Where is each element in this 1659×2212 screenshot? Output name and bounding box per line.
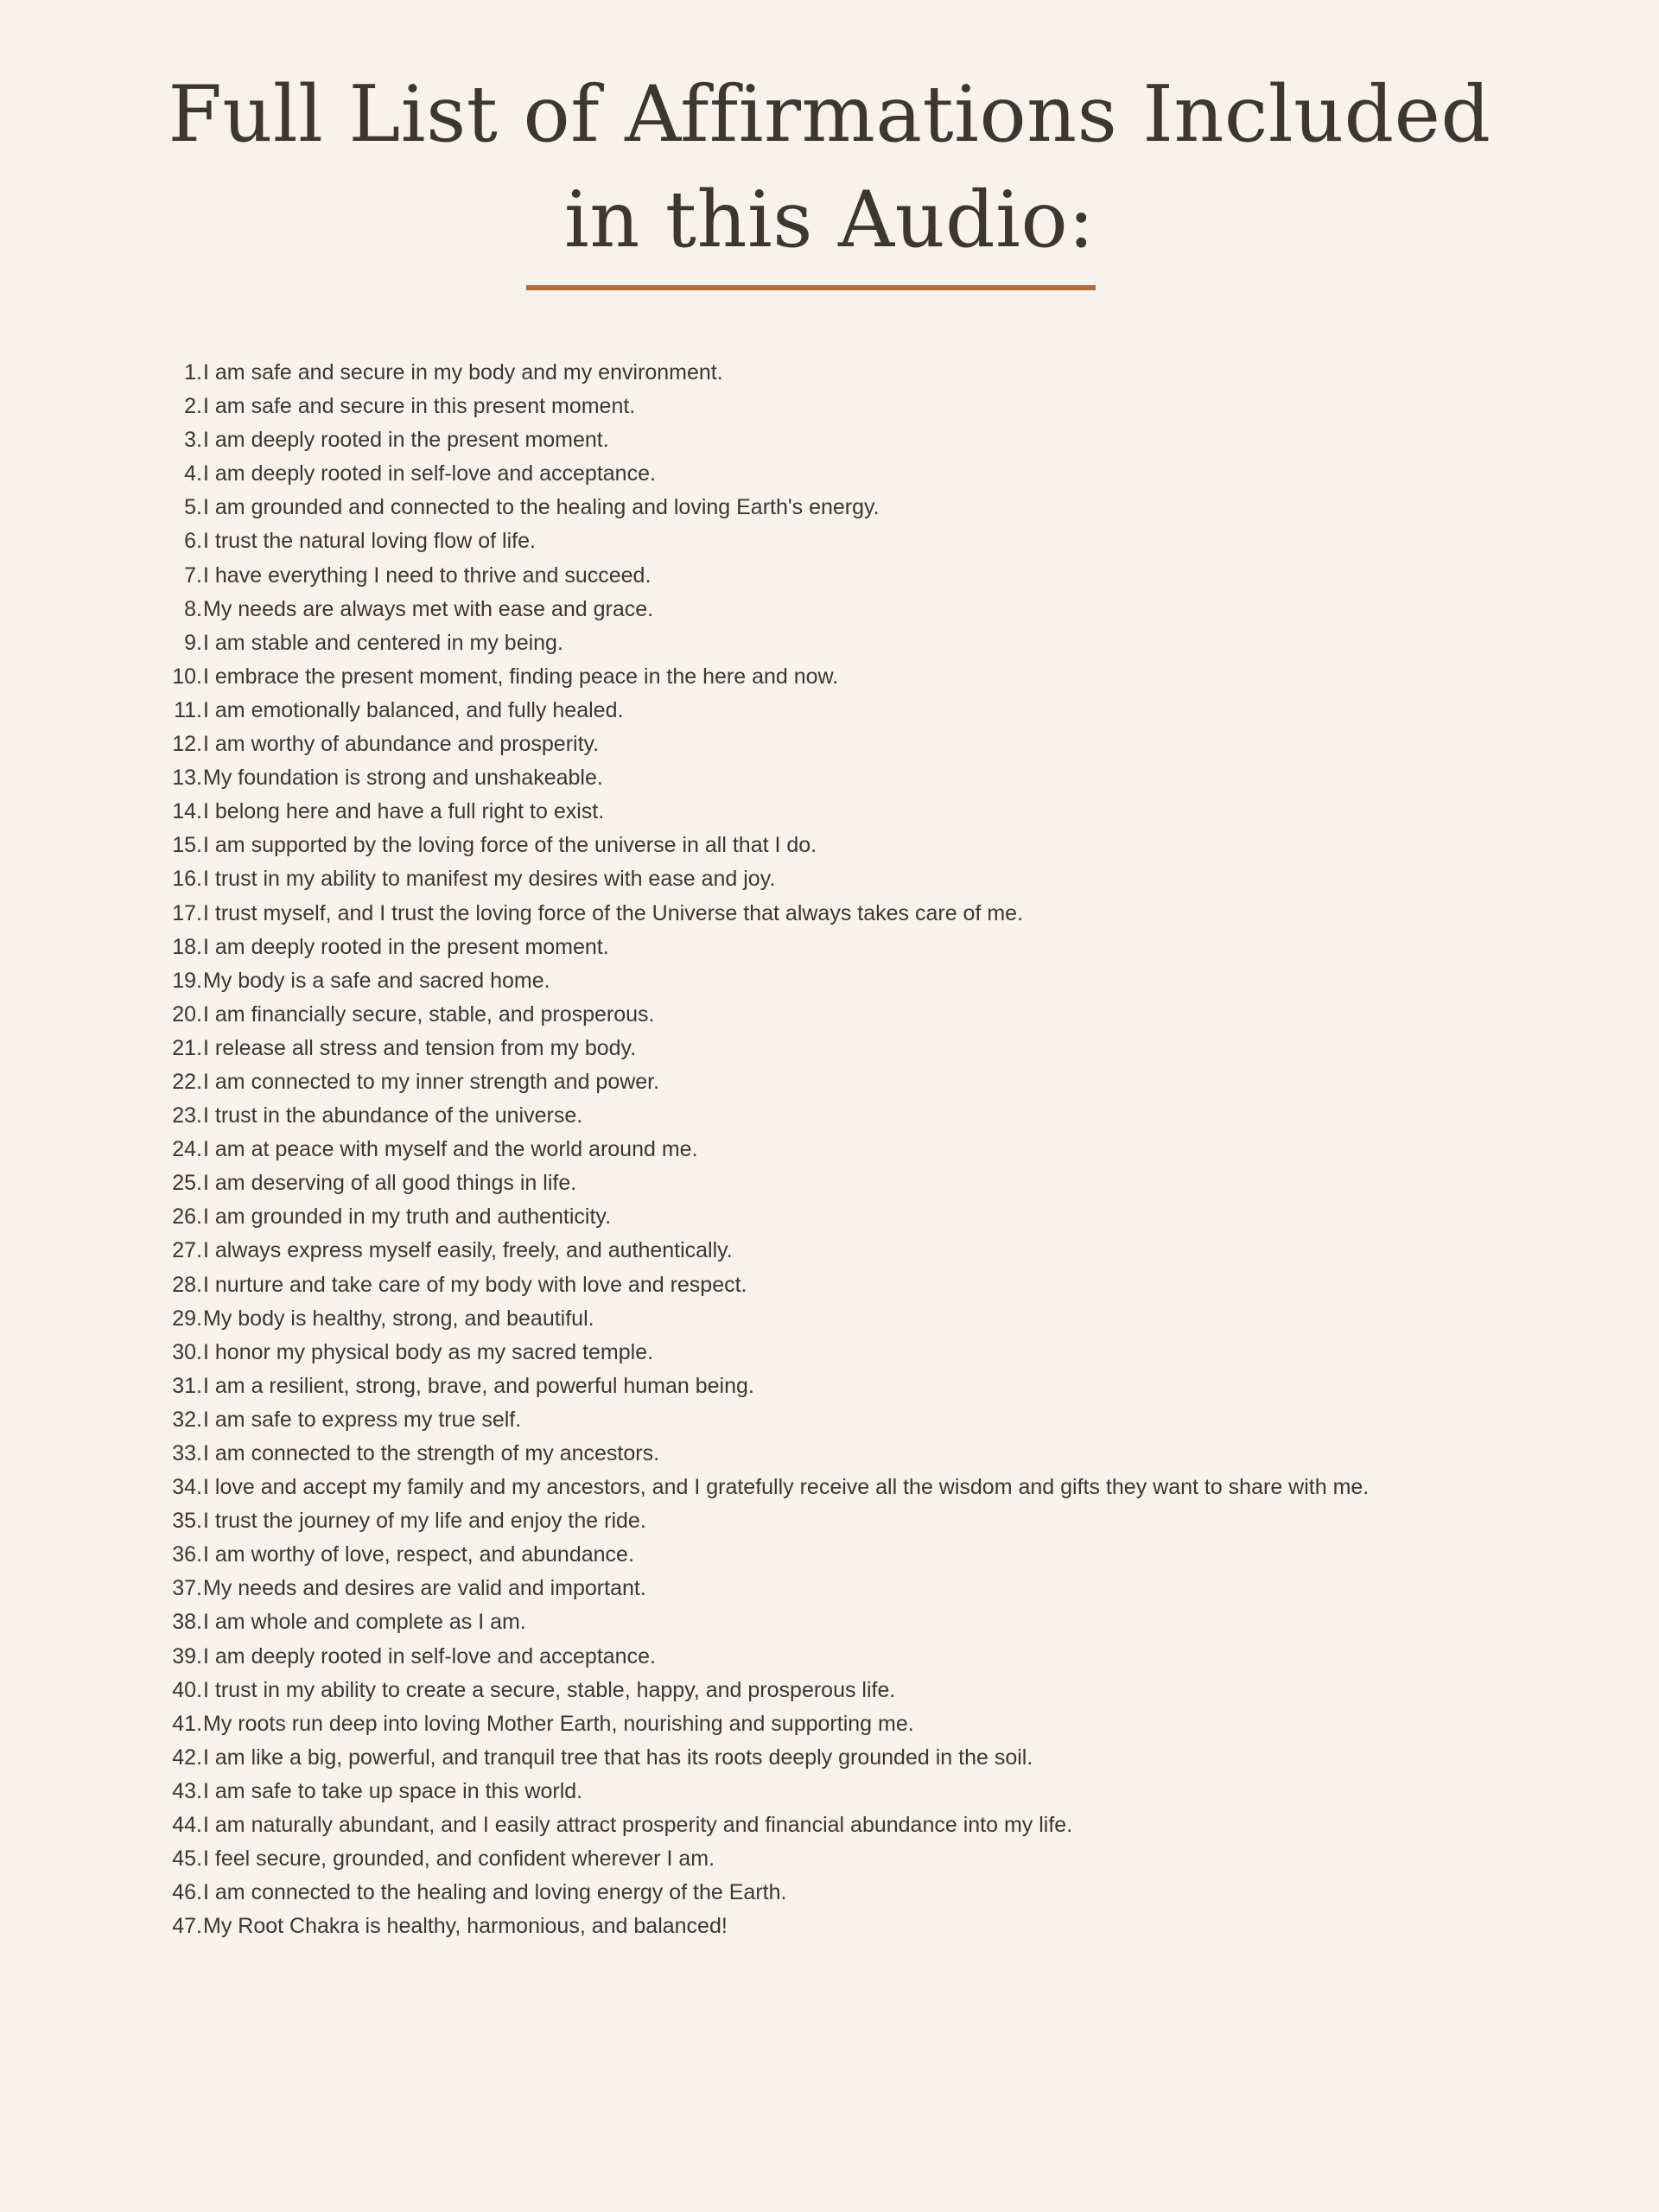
list-item-text: I have everything I need to thrive and succeed.	[203, 563, 652, 588]
list-item-text: I am safe and secure in my body and my environment.	[203, 360, 723, 385]
list-item	[156, 1538, 1503, 1572]
list-item-text: I am safe to express my true self.	[203, 1407, 522, 1432]
list-item	[156, 1133, 1503, 1166]
list-item	[156, 559, 1503, 593]
list-item-text: I feel secure, grounded, and confident wherever I am.	[203, 1847, 715, 1872]
list-item-text: I am at peace with myself and the world around me.	[203, 1137, 698, 1162]
list-item	[156, 1166, 1503, 1200]
list-item-number: 31.	[172, 1373, 202, 1398]
list-item	[156, 1842, 1503, 1876]
list-item-number: 4.	[184, 461, 202, 486]
list-item-number: 36.	[172, 1542, 202, 1567]
list-item-number: 19.	[172, 968, 202, 993]
list-item-number: 35.	[172, 1509, 202, 1534]
list-item	[156, 931, 1503, 964]
list-item-text: I am grounded and connected to the healing and loving Earth's energy.	[203, 495, 880, 520]
list-item-text: I am whole and complete as I am.	[203, 1610, 526, 1635]
list-item	[156, 1674, 1503, 1707]
title-line-2: in this Audio:	[564, 175, 1095, 265]
list-item	[156, 1471, 1503, 1504]
title-line-1: Full List of Affirmations Included	[168, 69, 1491, 160]
list-item	[156, 390, 1503, 423]
list-item-number: 12.	[172, 732, 202, 757]
title-divider	[526, 285, 1096, 290]
list-item	[156, 897, 1503, 931]
list-item-number: 42.	[172, 1745, 202, 1770]
list-item-text: I am deeply rooted in self-love and acceptance.	[203, 461, 656, 486]
list-item-number: 45.	[172, 1847, 202, 1872]
list-item-number: 7.	[184, 563, 202, 588]
page-title	[138, 62, 1521, 273]
list-item-text: I am grounded in my truth and authenticity.	[203, 1205, 612, 1230]
list-item-number: 16.	[172, 867, 202, 892]
list-item-number: 43.	[172, 1778, 202, 1803]
list-item-number: 46.	[172, 1880, 202, 1905]
list-item-text: I love and accept my family and my ancestors, and I gratefully receive all the wisdom and gifts they want to share with me.	[203, 1475, 1370, 1500]
list-item	[156, 795, 1503, 829]
list-item-text: I am safe to take up space in this world.	[203, 1778, 583, 1803]
list-item-text: I am connected to the healing and loving energy of the Earth.	[203, 1880, 787, 1905]
list-item-number: 29.	[172, 1306, 202, 1331]
list-item	[156, 524, 1503, 558]
list-item	[156, 728, 1503, 761]
list-item	[156, 862, 1503, 896]
list-item-text: I am safe and secure in this present moment.	[203, 394, 636, 419]
list-item	[156, 1640, 1503, 1674]
list-item-text: I am supported by the loving force of the universe in all that I do.	[203, 833, 817, 858]
list-item-text: I trust the natural loving flow of life.	[203, 529, 536, 554]
list-item-text: My Root Chakra is healthy, harmonious, and balanced!	[203, 1914, 728, 1939]
list-item	[156, 457, 1503, 491]
list-item	[156, 829, 1503, 862]
list-item-number: 39.	[172, 1643, 202, 1669]
list-item-text: I trust myself, and I trust the loving force of the Universe that always takes care of me.	[203, 900, 1024, 925]
list-item-text: I am deeply rooted in the present moment.	[203, 428, 609, 453]
list-item-number: 27.	[172, 1238, 202, 1263]
list-item	[156, 1876, 1503, 1910]
list-item-text: I am like a big, powerful, and tranquil tree that has its roots deeply grounded in the soil.	[203, 1745, 1033, 1770]
list-item	[156, 356, 1503, 390]
list-item-number: 11.	[174, 697, 202, 722]
list-item-number: 24.	[172, 1137, 202, 1162]
list-item-text: I am deeply rooted in self-love and acceptance.	[203, 1643, 656, 1669]
list-item-text: My body is a safe and sacred home.	[203, 968, 550, 993]
list-item-text: My roots run deep into loving Mother Earth, nourishing and supporting me.	[203, 1711, 914, 1736]
list-item	[156, 1268, 1503, 1302]
list-item-text: I release all stress and tension from my body.	[203, 1035, 637, 1060]
affirmation-list	[156, 356, 1503, 1943]
list-item-text: I belong here and have a full right to exist.	[203, 799, 605, 824]
list-item	[156, 1065, 1503, 1099]
list-item-text: I am worthy of love, respect, and abundance.	[203, 1542, 634, 1567]
list-item-text: I nurture and take care of my body with love and respect.	[203, 1272, 747, 1297]
list-item-text: I am emotionally balanced, and fully healed.	[203, 697, 624, 722]
list-item	[156, 1200, 1503, 1234]
list-item-number: 41.	[172, 1711, 202, 1736]
list-item	[156, 1302, 1503, 1336]
list-item	[156, 1707, 1503, 1741]
list-item-text: I am stable and centered in my being.	[203, 630, 563, 655]
list-item-number: 14.	[172, 799, 202, 824]
list-item-number: 40.	[172, 1677, 202, 1702]
list-item-text: I am financially secure, stable, and prosperous.	[203, 1001, 655, 1027]
list-item-number: 9.	[184, 630, 202, 655]
list-item-number: 34.	[172, 1475, 202, 1500]
list-item-text: My body is healthy, strong, and beautiful.	[203, 1306, 594, 1331]
list-item-text: I am deeply rooted in the present moment.	[203, 934, 609, 959]
list-item	[156, 1370, 1503, 1403]
list-item	[156, 491, 1503, 524]
list-item-number: 18.	[172, 934, 202, 959]
list-item-number: 30.	[172, 1339, 202, 1364]
list-item	[156, 1336, 1503, 1370]
list-item-text: I trust in my ability to manifest my desires with ease and joy.	[203, 867, 776, 892]
list-item	[156, 1437, 1503, 1471]
list-item-number: 26.	[172, 1205, 202, 1230]
list-item-number: 2.	[184, 394, 202, 419]
list-item-number: 38.	[172, 1610, 202, 1635]
list-item-text: I always express myself easily, freely, and authentically.	[203, 1238, 733, 1263]
list-item-text: I honor my physical body as my sacred temple.	[203, 1339, 654, 1364]
list-item-number: 21.	[172, 1035, 202, 1060]
list-item-number: 13.	[172, 766, 202, 791]
list-item-number: 15.	[172, 833, 202, 858]
list-item	[156, 1572, 1503, 1605]
list-item	[156, 1775, 1503, 1808]
list-item-text: I trust in my ability to create a secure, stable, happy, and prosperous life.	[203, 1677, 896, 1702]
list-item-text: I trust in the abundance of the universe.	[203, 1103, 583, 1128]
list-item-number: 28.	[172, 1272, 202, 1297]
list-item	[156, 1741, 1503, 1775]
list-item-number: 23.	[172, 1103, 202, 1128]
list-item-number: 33.	[172, 1441, 202, 1465]
list-item	[156, 964, 1503, 998]
list-item	[156, 1234, 1503, 1268]
list-item-text: My foundation is strong and unshakeable.	[203, 766, 603, 791]
list-item	[156, 1910, 1503, 1943]
list-item-text: My needs are always met with ease and grace.	[203, 596, 654, 621]
list-item-number: 6.	[184, 529, 202, 554]
list-item-number: 32.	[172, 1407, 202, 1432]
list-item	[156, 626, 1503, 660]
list-item	[156, 1099, 1503, 1133]
list-item	[156, 1403, 1503, 1437]
list-item-number: 47.	[172, 1914, 202, 1939]
list-item	[156, 423, 1503, 457]
list-item	[156, 1032, 1503, 1065]
list-item-text: I embrace the present moment, finding peace in the here and now.	[203, 664, 839, 689]
list-item-number: 44.	[172, 1813, 202, 1838]
list-item	[156, 660, 1503, 694]
list-item	[156, 694, 1503, 728]
list-item-number: 10.	[172, 664, 202, 689]
list-item	[156, 998, 1503, 1032]
list-item-number: 17.	[172, 900, 202, 925]
list-item-number: 25.	[172, 1171, 202, 1196]
list-item-number: 5.	[184, 495, 202, 520]
list-item-number: 37.	[172, 1576, 202, 1601]
list-item-number: 1.	[184, 360, 202, 385]
list-item	[156, 761, 1503, 795]
list-item	[156, 1605, 1503, 1639]
list-item-text: I am deserving of all good things in life.	[203, 1171, 577, 1196]
list-item-text: I am a resilient, strong, brave, and powerful human being.	[203, 1373, 754, 1398]
list-item-number: 22.	[172, 1069, 202, 1094]
list-item-text: I am naturally abundant, and I easily attract prosperity and financial abundance into my life.	[203, 1813, 1073, 1838]
list-item	[156, 1504, 1503, 1538]
list-item	[156, 593, 1503, 626]
list-item-text: My needs and desires are valid and important.	[203, 1576, 646, 1601]
list-item-number: 3.	[184, 428, 202, 453]
list-item-text: I trust the journey of my life and enjoy the ride.	[203, 1509, 646, 1534]
list-item-text: I am worthy of abundance and prosperity.	[203, 732, 600, 757]
list-item-number: 20.	[172, 1001, 202, 1027]
list-item	[156, 1808, 1503, 1842]
list-item-text: I am connected to the strength of my ancestors.	[203, 1441, 660, 1465]
list-item-number: 8.	[184, 596, 202, 621]
list-item-text: I am connected to my inner strength and power.	[203, 1069, 660, 1094]
